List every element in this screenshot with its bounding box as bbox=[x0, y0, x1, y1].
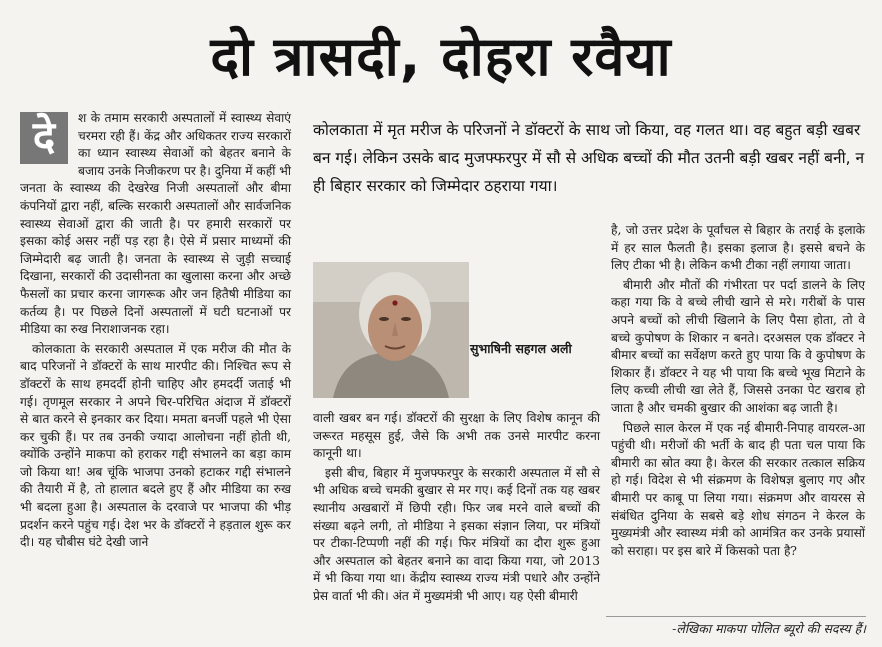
paragraph: श के तमाम सरकारी अस्पतालों में स्वास्थ्य सेवाएं चरमरा रही हैं। केंद्र और अधिकतर राज्य सरकारों का ध्यान स्वास्थ्य सेवाओं को बेहतर बनाने के बजाय उनके निजीकरण पर है। दुनिया में कहीं भी जनता के स्वास्थ्य की देखरेख निजी अस्पतालों और बीमा कंपनियों द्वारा नहीं, बल्कि सरकारी अस्पतालों और सार्वजनिक स्वास्थ्य सेवाओं द्वारा की जाती है। पर हमारी सरकारों पर इसका कोई असर नहीं पड़ रहा है। ऐसे में प्रसार माध्यमों की जिम्मेदारी बढ़ जाती है। जनता के स्वास्थ्य से जुड़ी सच्चाई दिखाना, सरकारों की उदासीनता का खुलासा करना और अच्छे फैसलों का प्रचार करना जागरूक और जन हितैषी मीडिया का कर्तव्य है। पर पिछले दिनों अस्पतालों में घटी घटनाओं पर मीडिया का रुख निराशाजनक रहा। bbox=[20, 111, 291, 337]
paragraph: बीमारी और मौतों की गंभीरता पर पर्दा डालने के लिए कहा गया कि वे बच्चे लीची खाने से मरे। गरीबों के पास अपने बच्चों को लीची खिलाने के लिए पैसा होता, तो वे बच्चे कुपोषण के शिकार न बनते। दरअसल एक डॉक्टर ने बीमार बच्चों का सर्वेक्षण करते हुए पाया कि वे कुपोषण के शिकार हैं। डॉक्टर ने यह भी पाया कि बच्चे भूख मिटाने के लिए कच्ची लीची खा लेते हैं, जिससे उनका पेट खराब हो जाता है और चमकी बुखार की आशंका बढ़ जाती है। bbox=[611, 277, 865, 415]
paragraph: इसी बीच, बिहार में मुजफ्फरपुर के सरकारी अस्पताल में सौ से भी अधिक बच्चे चमकी बुखार से मर गए। कई दिनों तक यह खबर स्थानीय अखबारों में छिपी रही। फिर जब मरने वाले बच्चों की संख्या बढ़ने लगी, तो मीडिया ने इसका संज्ञान लिया, पर मंत्रियों पर टीका-टिप्पणी नहीं की गई। फिर मंत्रियों का दौरा शुरू हुआ और अस्पताल को बेहतर बनाने का वादा किया गया, जो 2013 में भी किया गया था। केंद्रीय स्वास्थ्य राज्य मंत्री पधारे और उन्होंने प्रेस वार्ता भी की। अंत में मुख्यमंत्री भी आए। यह ऐसी बीमारी bbox=[313, 465, 600, 603]
article-headline: दो त्रासदी, दोहरा रवैया bbox=[210, 25, 672, 88]
paragraph: कोलकाता के सरकारी अस्पताल में एक मरीज की मौत के बाद परिजनों ने डॉक्टरों के साथ मारपीट की। निश्चित रूप से डॉक्टरों के साथ हमदर्दी होनी चाहिए और हमदर्दी जताई भी गई। तृणमूल सरकार ने अपने चिर-परिचित अंदाज में डॉक्टरों से बात करने से इनकार कर दिया। ममता बनर्जी पहले भी ऐसा कर चुकी हैं। पर तब उनकी ज्यादा आलोचना नहीं होती थी, क्योंकि उन्होंने माकपा को हराकर गद्दी संभालने का बड़ा काम जो किया था! अब चूंकि भाजपा उनको हटाकर गद्दी संभालने की तैयारी में है, तो हालात बदले हुए हैं और मीडिया का रुख भी बदला हुआ है। अस्पताल के दरवाजे पर भाजपा की भीड़ प्रदर्शन करने पहुंच गई। देश भर के डॉक्टरों ने हड़ताल शुरू कर दी। यह चौबीस घंटे देखी जाने bbox=[20, 341, 291, 550]
author-portrait-image bbox=[313, 262, 469, 398]
article-column-1 bbox=[20, 110, 291, 552]
article-column-3 bbox=[611, 222, 865, 560]
drop-cap: दे bbox=[20, 112, 68, 164]
paragraph: पिछले साल केरल में एक नई बीमारी-निपाह वायरल-आ पहुंची थी। मरीजों की भर्ती के बाद ही पता चल पाया कि बीमारी का स्रोत क्या है। केरल की सरकार तत्काल सक्रिय हो गई। विदेश से भी संक्रमण के विशेषज्ञ बुलाए गए और बीमारी पर काबू पा लिया गया। संक्रमण और वायरस से संबंधित दुनिया के सबसे बड़े शोध संगठन ने केरल के मुख्यमंत्री और स्वास्थ्य मंत्री को आमंत्रित कर उनके प्रयासों को सराहा। पर इस बारे में किसको पता है? bbox=[611, 420, 865, 558]
author-photo bbox=[313, 262, 469, 398]
article-standfirst: कोलकाता में मृत मरीज के परिजनों ने डॉक्टरों के साथ जो किया, वह गलत था। वह बहुत बड़ी खबर बन गई। लेकिन उसके बाद मुजफ्फरपुर में सौ से अधिक बच्चों की मौत उतनी बड़ी खबर नहीं बनी, न ही बिहार सरकार को जिम्मेदार ठहराया गया। bbox=[313, 121, 865, 195]
article-column-2 bbox=[313, 410, 600, 606]
byline-divider bbox=[606, 616, 866, 617]
paragraph: है, जो उत्तर प्रदेश के पूर्वांचल से बिहार के तराई के इलाके में हर साल फैलती है। इसका इलाज है। इससे बचने के लिए टीका भी है। लेकिन कभी टीका नहीं लगाया जाता। bbox=[611, 223, 865, 273]
paragraph: वाली खबर बन गई। डॉक्टरों की सुरक्षा के लिए विशेष कानून की जरूरत महसूस हुई, जैसे कि अभी तक उनसे मारपीट करना कानूनी था। bbox=[313, 411, 600, 461]
author-byline: -लेखिका माकपा पोलित ब्यूरो की सदस्य हैं। bbox=[672, 621, 866, 636]
author-photo-caption: सुभाषिनी सहगल अली bbox=[470, 341, 572, 356]
